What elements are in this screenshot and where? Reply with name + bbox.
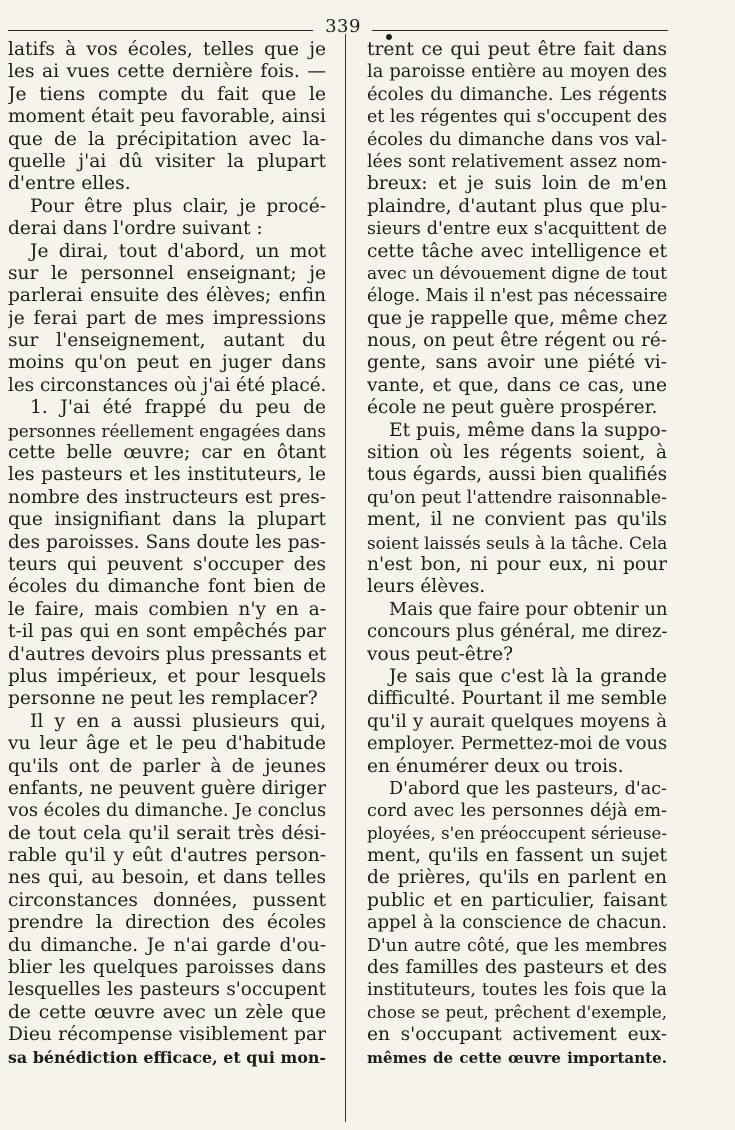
text-line: employer. Permettez-moi de vous <box>367 733 667 755</box>
text-line: moins qu'on peut en juger dans <box>8 352 326 374</box>
text-line: enfants, ne peuvent guère diriger <box>8 777 326 799</box>
text-line: cette tâche avec intelligence et <box>367 240 667 262</box>
text-line: école ne peut guère prospérer. <box>367 397 658 419</box>
text-line: que de la précipitation avec la- <box>8 128 326 150</box>
text-line: en énumérer deux ou trois. <box>367 755 624 777</box>
text-line: sition où les régents soient, à <box>367 442 667 464</box>
text-line: lesquelles les pasteurs s'occupent <box>8 979 326 1001</box>
text-line: parlerai ensuite des élèves; enfin <box>8 285 326 307</box>
text-line: soient laissés seuls à la tâche. Cela <box>367 532 667 553</box>
text-line: latifs à vos écoles, telles que je <box>8 39 326 60</box>
text-line: le faire, mais combien n'y en a- <box>8 598 326 620</box>
text-line: vu leur âge et le peu d'habitude <box>8 733 326 755</box>
text-line: vante, et que, dans ce cas, une <box>367 374 667 396</box>
text-line: vos écoles du dimanche. Je conclus <box>8 800 326 822</box>
text-line: sur le personnel enseignant; je <box>8 262 326 284</box>
text-line: chose se peut, prêchent d'exemple, <box>367 1002 667 1022</box>
text-line: avec un dévouement digne de tout <box>367 263 667 284</box>
text-line: écoles du dimanche. Les régents <box>367 83 667 105</box>
text-line: et les régentes qui s'occupent des <box>367 107 667 128</box>
text-line: qu'il y aurait quelques moyens à <box>367 710 667 732</box>
text-line: ployées, s'en préoccupent sérieuse- <box>367 823 667 843</box>
text-line: de tout cela qu'il serait très dési- <box>8 822 326 844</box>
text-line: rable qu'il y eût d'autres person- <box>8 845 326 867</box>
text-line: les pasteurs et les instituteurs, le <box>8 464 326 486</box>
text-line: Je dirai, tout d'abord, un mot <box>30 240 326 262</box>
text-line: Dieu récompense visiblement par <box>8 1024 326 1046</box>
text-line: ment, il ne convient pas qu'ils <box>367 509 667 531</box>
text-line: cord avec les personnes déjà em- <box>367 801 667 822</box>
text-line: Il y en a aussi plusieurs qui, <box>30 710 326 732</box>
text-line: du dimanche. Je n'ai garde d'ou- <box>8 934 326 956</box>
text-line: circonstances données, pussent <box>8 889 326 911</box>
text-line: Et puis, même dans la suppo- <box>389 419 667 441</box>
text-line: cette belle œuvre; car en ôtant <box>8 442 326 464</box>
text-line: personne ne peut les remplacer? <box>8 688 318 710</box>
text-line: en s'occupant activement eux- <box>367 1024 667 1046</box>
text-line: je ferai part de mes impressions <box>8 307 326 329</box>
text-line: que insignifiant dans la plupart <box>8 509 326 531</box>
text-line: breux: et je suis loin de m'en <box>367 173 667 195</box>
text-line: D'abord que les pasteurs, d'ac- <box>389 778 667 799</box>
text-line: trent ce qui peut être fait dans <box>367 39 667 60</box>
text-line: sa bénédiction efficace, et qui mon- <box>8 1047 326 1067</box>
text-line: moment était peu favorable, ainsi <box>8 106 326 128</box>
right-column <box>367 39 667 1069</box>
text-line: sur l'enseignement, autant du <box>8 330 326 352</box>
text-line: personnes réellement engagées dans <box>8 420 326 441</box>
text-line: Pour être plus clair, je procé- <box>30 195 326 217</box>
text-line: Je tiens compte du fait que le <box>8 83 326 105</box>
text-line: d'entre elles. <box>8 173 131 195</box>
text-line: ment, qu'ils en fassent un sujet <box>367 845 667 867</box>
text-line: des paroisses. Sans doute les pas- <box>8 531 326 553</box>
text-line: vous peut-être? <box>367 643 514 665</box>
text-line: nes qui, au besoin, et dans telles <box>8 867 326 889</box>
text-line: qu'ils ont de parler à de jeunes <box>8 755 326 777</box>
text-line: Mais que faire pour obtenir un <box>389 598 667 620</box>
text-line: t-il pas qui en sont empêchés par <box>8 621 326 643</box>
text-line: que je rappelle que, même chez <box>367 307 667 329</box>
text-line: écoles du dimanche dans vos val- <box>367 129 667 150</box>
text-line: derai dans l'ordre suivant : <box>8 218 263 240</box>
text-line: teurs qui peuvent s'occuper des <box>8 553 326 575</box>
text-line: D'un autre côté, que les membres <box>367 935 667 956</box>
text-line: qu'on peut l'attendre raisonnable- <box>367 487 667 508</box>
left-column <box>8 39 326 1069</box>
text-line: 1. J'ai été frappé du peu de <box>30 397 326 419</box>
text-line: gente, sans avoir une piété vi- <box>367 352 667 374</box>
text-line: Je sais que c'est là la grande <box>389 665 667 687</box>
text-line: blier les quelques paroisses dans <box>8 957 326 979</box>
text-line: écoles du dimanche font bien de <box>8 576 326 598</box>
header-rule-right <box>372 30 668 31</box>
text-line: de cette œuvre avec un zèle que <box>8 1001 326 1023</box>
text-line: d'autres devoirs plus pressants et <box>8 643 326 665</box>
header-rule-left <box>8 30 313 31</box>
text-line: prendre la direction des écoles <box>8 912 326 934</box>
text-line: leurs élèves. <box>367 576 486 598</box>
text-line: les ai vues cette dernière fois. — <box>8 61 326 83</box>
text-line: mêmes de cette œuvre importante. <box>367 1048 667 1067</box>
text-line: plus impérieux, et pour lesquels <box>8 665 326 687</box>
text-line: la paroisse entière au moyen des <box>367 61 667 83</box>
page-number: 339 <box>325 16 361 37</box>
text-line: n'est bon, ni pour eux, ni pour <box>367 553 667 575</box>
text-line: instituteurs, toutes les fois que la <box>367 980 667 1001</box>
text-line: nombre des instructeurs est pres- <box>8 486 326 508</box>
text-line: nous, on peut être régent ou ré- <box>367 330 667 352</box>
text-line: quelle j'ai dû visiter la plupart <box>8 150 326 172</box>
text-line: sieurs d'entre eux s'acquittent de <box>367 219 667 240</box>
text-line: tous égards, aussi bien qualifiés <box>367 464 667 486</box>
text-line: éloge. Mais il n'est pas nécessaire <box>367 286 667 307</box>
text-line: lées sont relativement assez nom- <box>367 151 667 172</box>
text-line: appel à la conscience de chacun. <box>367 912 667 934</box>
text-line: difficulté. Pourtant il me semble <box>367 688 667 710</box>
text-line: de prières, qu'ils en parlent en <box>367 867 667 889</box>
text-line: plaindre, d'autant plus que plu- <box>367 195 667 217</box>
text-line: des familles des pasteurs et des <box>367 957 667 979</box>
text-line: les circonstances où j'ai été placé. <box>8 374 326 396</box>
text-line: public et en particulier, faisant <box>367 889 667 911</box>
text-line: concours plus général, me direz- <box>367 621 667 643</box>
column-divider <box>345 34 346 1122</box>
